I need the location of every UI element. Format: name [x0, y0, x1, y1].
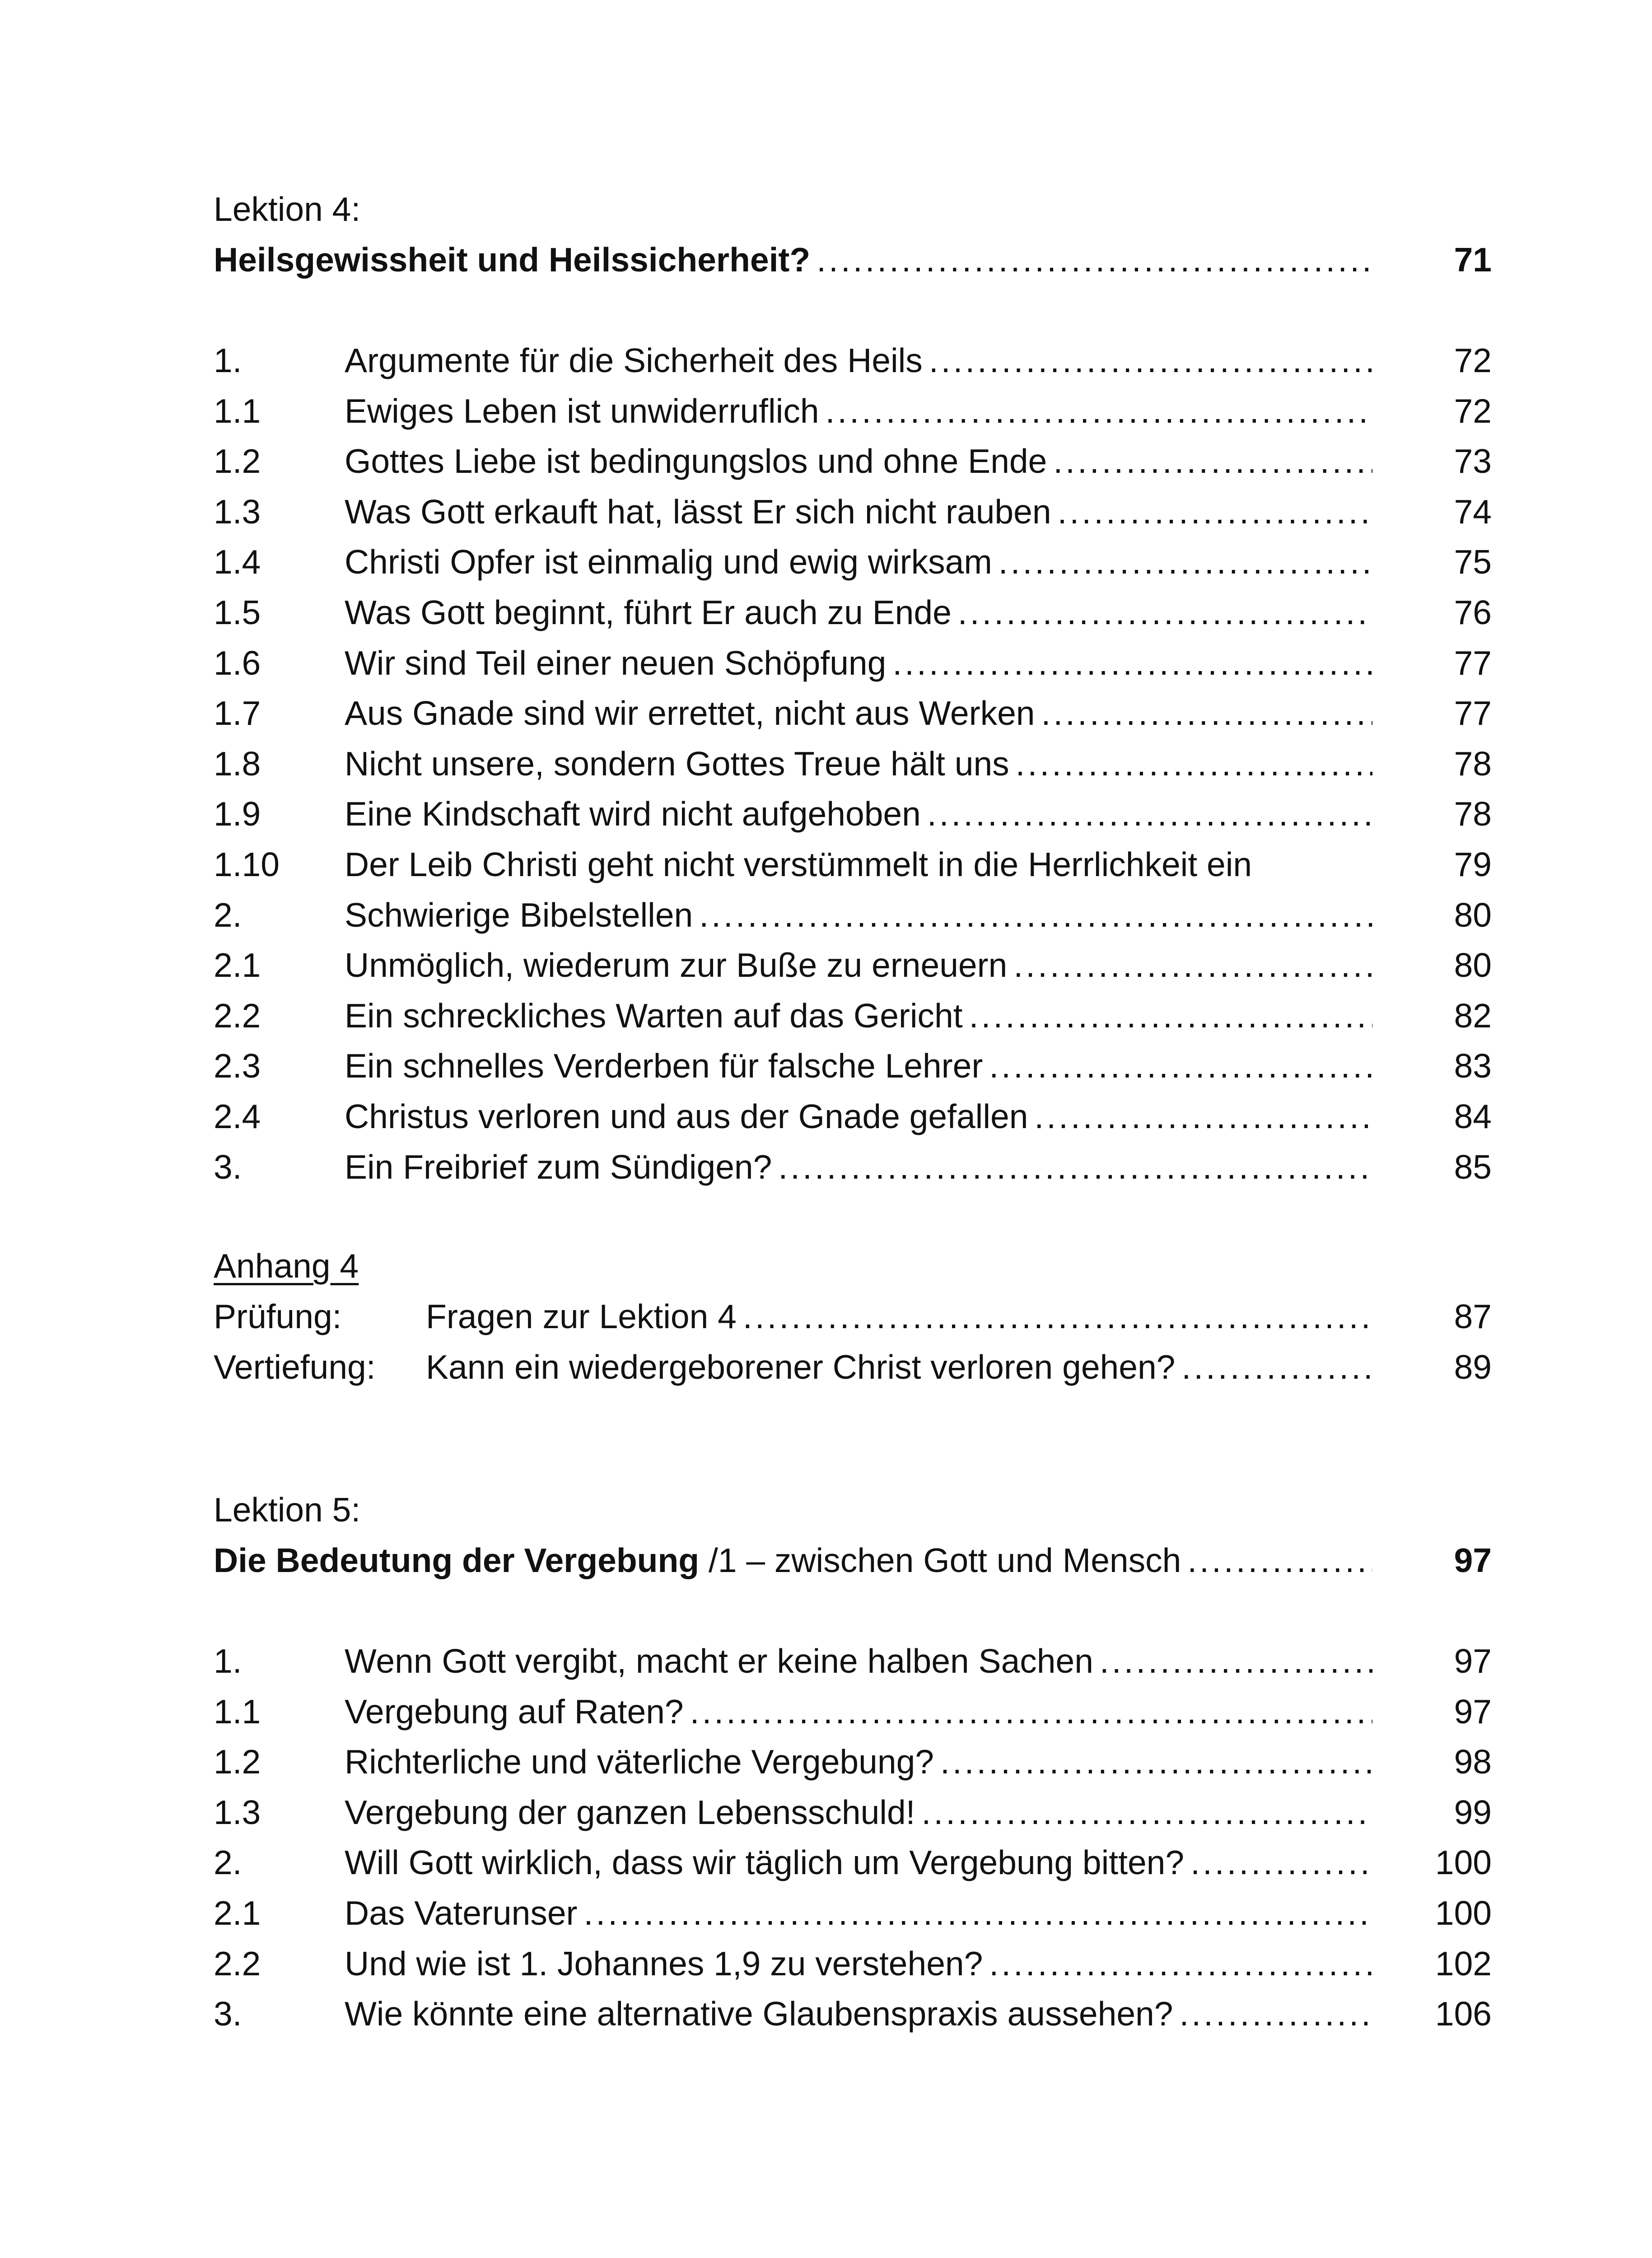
toc-entry	[214, 1097, 1492, 1148]
dot-leader	[1053, 442, 1372, 481]
appendix-4-heading: Anhang 4	[214, 1247, 359, 1285]
appendix-entry	[214, 1297, 1492, 1348]
lesson-5-title-row	[214, 1541, 1492, 1591]
toc-entry-number: 1.6	[214, 644, 261, 682]
dot-leader	[743, 1297, 1372, 1336]
toc-entry-page: 77	[1454, 644, 1492, 682]
dot-leader	[1100, 1642, 1372, 1680]
toc-entry-page: 80	[1454, 896, 1492, 934]
dot-leader	[929, 341, 1372, 380]
toc-entry	[214, 542, 1492, 593]
dot-leader	[1181, 1348, 1372, 1386]
toc-entry-title: Was Gott beginnt, führt Er auch zu Ende	[345, 593, 952, 631]
toc-entry	[214, 1692, 1492, 1743]
toc-entry-title: Richterliche und väterliche Vergebung?	[345, 1743, 934, 1781]
appendix-entry-label: Prüfung:	[214, 1297, 342, 1335]
lesson-4-title-row	[214, 240, 1492, 291]
toc-entry-title: Der Leib Christi geht nicht verstümmelt in die Herrlichkeit ein	[345, 845, 1252, 883]
toc-entry-title: Und wie ist 1. Johannes 1,9 zu verstehen?	[345, 1944, 983, 1983]
toc-entry-title: Vergebung auf Raten?	[345, 1692, 684, 1731]
toc-entry-page: 85	[1454, 1148, 1492, 1186]
toc-entry-title: Das Vaterunser	[345, 1894, 578, 1932]
toc-entry-page: 82	[1454, 996, 1492, 1035]
toc-entry-number: 2.2	[214, 1944, 261, 1983]
dot-leader	[690, 1692, 1372, 1731]
dot-leader	[1058, 492, 1372, 531]
lesson-4-label: Lektion 4:	[214, 190, 361, 228]
toc-entry	[214, 1843, 1492, 1894]
lesson-5-title	[214, 1541, 1181, 1580]
toc-entry-number: 1.3	[214, 492, 261, 531]
dot-leader	[989, 1944, 1372, 1983]
toc-entry-title: Unmöglich, wiederum zur Buße zu erneuern	[345, 946, 1008, 984]
dot-leader	[699, 896, 1372, 934]
toc-entry	[214, 492, 1492, 543]
appendix-entry-page: 87	[1454, 1297, 1492, 1335]
toc-entry-number: 2.	[214, 896, 242, 934]
toc-entry-number: 1.9	[214, 795, 261, 833]
dot-leader	[778, 1148, 1372, 1186]
dot-leader	[584, 1894, 1372, 1932]
toc-entry	[214, 1793, 1492, 1843]
lesson-5-label: Lektion 5:	[214, 1491, 361, 1529]
toc-entry	[214, 1148, 1492, 1198]
toc-entry-page: 100	[1435, 1894, 1492, 1932]
lesson-4-title: Heilsgewissheit und Heilssicherheit?	[214, 241, 811, 279]
toc-entry-title: Nicht unsere, sondern Gottes Treue hält uns	[345, 744, 1009, 783]
dot-leader	[927, 794, 1372, 833]
appendix-entry-title: Kann ein wiedergeborener Christ verloren gehen?	[426, 1348, 1176, 1386]
toc-entry	[214, 1742, 1492, 1793]
toc-entry	[214, 946, 1492, 996]
toc-entry	[214, 1642, 1492, 1692]
dot-leader	[1190, 1843, 1372, 1882]
lesson-5-title-main: Die Bedeutung der Vergebung	[214, 1541, 700, 1579]
toc-entry	[214, 694, 1492, 744]
toc-entry-number: 2.2	[214, 996, 261, 1035]
toc-entry	[214, 744, 1492, 795]
toc-entry-number: 1.7	[214, 694, 261, 732]
toc-entry-title: Schwierige Bibelstellen	[345, 896, 693, 934]
toc-entry	[214, 794, 1492, 845]
appendix-entry-page: 89	[1454, 1348, 1492, 1386]
appendix-entry	[214, 1348, 1492, 1398]
toc-entry-page: 72	[1454, 392, 1492, 430]
toc-entry-number: 1.	[214, 341, 242, 379]
dot-leader	[892, 644, 1372, 682]
toc-entry-page: 83	[1454, 1047, 1492, 1085]
dot-leader	[1016, 744, 1372, 783]
toc-entry-title: Was Gott erkauft hat, lässt Er sich nicht rauben	[345, 492, 1051, 531]
dot-leader	[1013, 946, 1372, 984]
toc-entry-number: 3.	[214, 1148, 242, 1186]
toc-entry-page: 97	[1454, 1692, 1492, 1731]
toc-entry-title: Ein schnelles Verderben für falsche Lehrer	[345, 1047, 983, 1085]
toc-entry-title: Vergebung der ganzen Lebensschuld!	[345, 1793, 915, 1831]
lesson-5-page: 97	[1454, 1541, 1492, 1579]
toc-entry	[214, 845, 1492, 896]
toc-entry-number: 1.3	[214, 1793, 261, 1831]
dot-leader	[999, 542, 1372, 581]
dot-leader	[1179, 1994, 1372, 2033]
dot-leader	[1041, 694, 1373, 732]
toc-entry-title: Ein schreckliches Warten auf das Gericht	[345, 996, 963, 1035]
toc-entry-title: Aus Gnade sind wir errettet, nicht aus Werken	[345, 694, 1035, 732]
toc-entry	[214, 341, 1492, 392]
dot-leader	[969, 996, 1372, 1035]
toc-entry-number: 1.	[214, 1642, 242, 1680]
toc-entry	[214, 644, 1492, 694]
toc-entry-page: 100	[1435, 1843, 1492, 1882]
toc-entry-title: Ewiges Leben ist unwiderruflich	[345, 392, 819, 430]
lesson-5-title-sub: /1 – zwischen Gott und Mensch	[699, 1541, 1181, 1579]
toc-entry-number: 1.1	[214, 392, 261, 430]
toc-entry-title: Wenn Gott vergibt, macht er keine halben Sachen	[345, 1642, 1093, 1680]
toc-entry	[214, 392, 1492, 442]
dot-leader	[958, 593, 1372, 632]
toc-entry	[214, 1894, 1492, 1944]
toc-entry-page: 99	[1454, 1793, 1492, 1831]
toc-entry-title: Eine Kindschaft wird nicht aufgehoben	[345, 795, 921, 833]
appendix-entry-label: Vertiefung:	[214, 1348, 376, 1386]
toc-entry-number: 2.1	[214, 946, 261, 984]
dot-leader	[940, 1742, 1372, 1781]
toc-entry-page: 72	[1454, 341, 1492, 379]
dot-leader	[1034, 1097, 1372, 1136]
toc-entry-page: 78	[1454, 795, 1492, 833]
toc-entry-title: Will Gott wirklich, dass wir täglich um Vergebung bitten?	[345, 1843, 1185, 1882]
toc-entry-page: 84	[1454, 1097, 1492, 1135]
toc-entry-page: 77	[1454, 694, 1492, 732]
toc-entry	[214, 593, 1492, 644]
toc-entry-number: 3.	[214, 1995, 242, 2033]
toc-entry-page: 80	[1454, 946, 1492, 984]
toc-entry-page: 97	[1454, 1642, 1492, 1680]
toc-entry-page: 78	[1454, 744, 1492, 783]
toc-entry-number: 1.1	[214, 1692, 261, 1731]
toc-entry-page: 102	[1435, 1944, 1492, 1983]
toc-entry-number: 1.4	[214, 543, 261, 581]
toc-entry-page: 106	[1435, 1995, 1492, 2033]
appendix-entry-title: Fragen zur Lektion 4	[426, 1297, 737, 1335]
toc-entry	[214, 1944, 1492, 1995]
dot-leader	[1187, 1541, 1372, 1580]
toc-entry	[214, 1046, 1492, 1097]
toc-entry-title: Ein Freibrief zum Sündigen?	[345, 1148, 772, 1186]
toc-entry-number: 1.5	[214, 593, 261, 631]
toc-entry-page: 79	[1454, 845, 1492, 883]
toc-entry-title: Gottes Liebe ist bedingungslos und ohne Ende	[345, 442, 1047, 481]
toc-entry	[214, 1994, 1492, 2045]
toc-entry-title: Wie könnte eine alternative Glaubenspraxis aussehen?	[345, 1995, 1173, 2033]
toc-entry	[214, 996, 1492, 1047]
toc-entry-number: 2.1	[214, 1894, 261, 1932]
toc-entry-page: 73	[1454, 442, 1492, 481]
toc-entry-number: 2.3	[214, 1047, 261, 1085]
toc-entry-title: Christus verloren und aus der Gnade gefallen	[345, 1097, 1028, 1135]
toc-entry-title: Wir sind Teil einer neuen Schöpfung	[345, 644, 887, 682]
toc-entry-number: 1.2	[214, 442, 261, 481]
toc-entry-title: Christi Opfer ist einmalig und ewig wirksam	[345, 543, 992, 581]
toc-entry-title: Argumente für die Sicherheit des Heils	[345, 341, 923, 379]
lesson-4-page: 71	[1454, 241, 1492, 279]
toc-entry	[214, 896, 1492, 946]
toc-entry-number: 1.8	[214, 744, 261, 783]
dot-leader	[817, 240, 1372, 279]
toc-entry-number: 1.10	[214, 845, 280, 883]
toc-entry-page: 76	[1454, 593, 1492, 631]
dot-leader	[826, 392, 1372, 430]
toc-entry-page: 75	[1454, 543, 1492, 581]
toc-entry-page: 98	[1454, 1743, 1492, 1781]
toc-entry-page: 74	[1454, 492, 1492, 531]
toc-entry-number: 1.2	[214, 1743, 261, 1781]
toc-entry-number: 2.4	[214, 1097, 261, 1135]
toc-entry-number: 2.	[214, 1843, 242, 1882]
dot-leader	[989, 1046, 1372, 1085]
dot-leader	[922, 1793, 1372, 1832]
toc-entry	[214, 442, 1492, 492]
